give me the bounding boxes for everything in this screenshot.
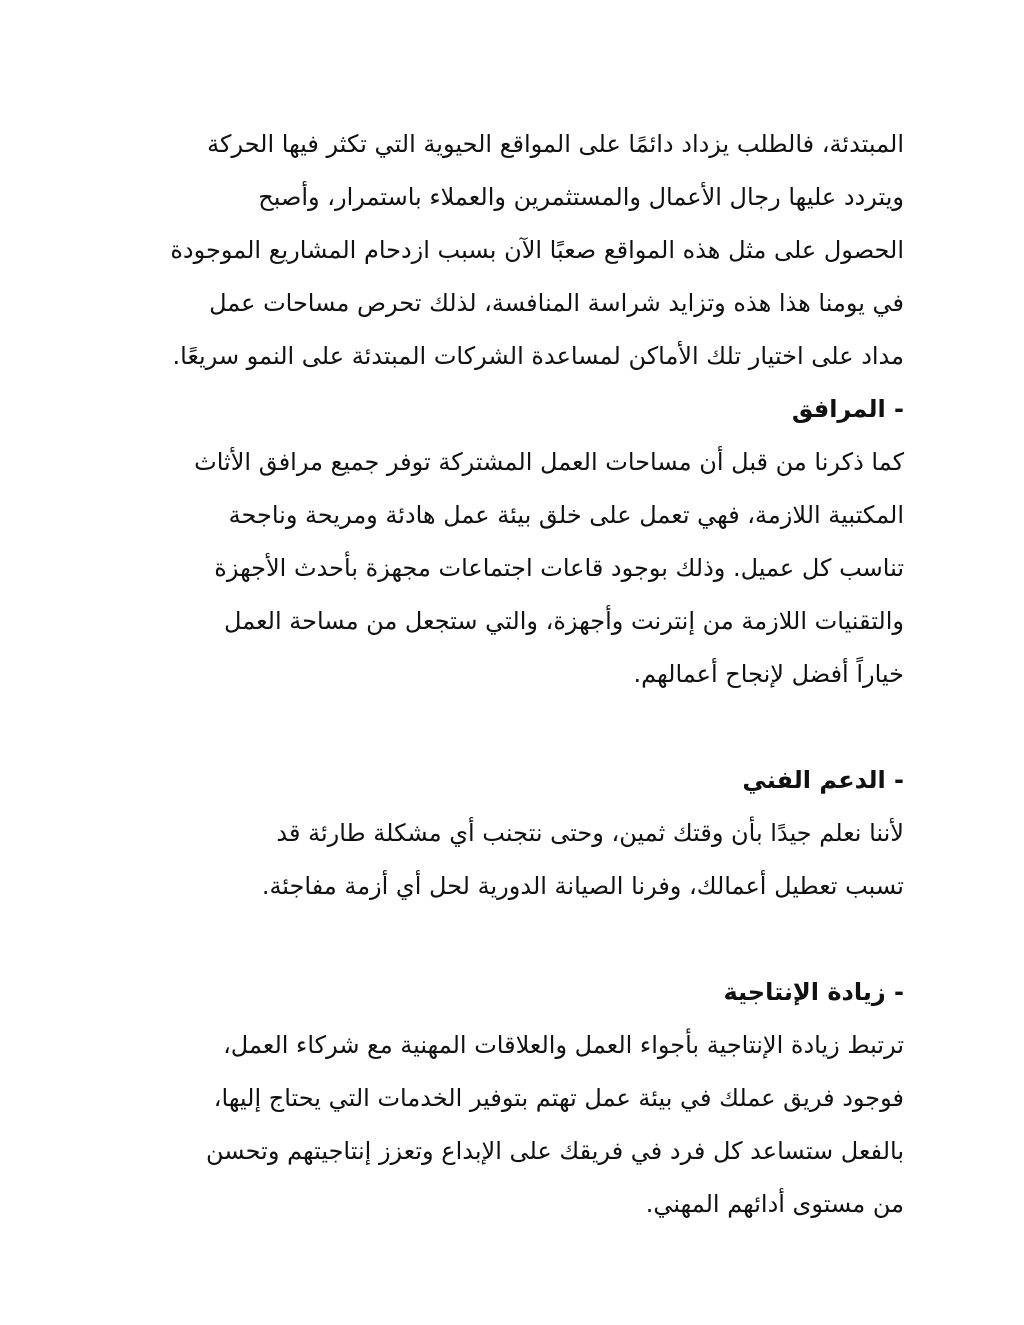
paragraph-line: ترتبط زيادة الإنتاجية بأجواء العمل والعلاقات المهنية مع شركاء العمل، [223,1031,904,1059]
paragraph-line: مداد على اختيار تلك الأماكن لمساعدة الشركات المبتدئة على النمو سريعًا. [172,342,904,370]
paragraph-line: الحصول على مثل هذه المواقع صعبًا الآن بسبب ازدحام المشاريع الموجودة [170,236,904,264]
paragraph-line: المكتبية اللازمة، فهي تعمل على خلق بيئة عمل هادئة ومريحة وناجحة [228,501,904,529]
paragraph-line: فوجود فريق عملك في بيئة عمل تهتم بتوفير الخدمات التي يحتاج إليها، [213,1084,904,1112]
productivity-section [120,966,904,1231]
paragraph-line: بالفعل ستساعد كل فرد في فريقك على الإبداع وتعزز إنتاجيتهم وتحسن [206,1137,904,1165]
document-page [120,118,904,1231]
paragraph-line: المبتدئة، فالطلب يزداد دائمًا على المواقع الحيوية التي تكثر فيها الحركة [207,130,904,158]
productivity-heading: - زيادة الإنتاجية [723,978,904,1006]
paragraph-line: خياراً أفضل لإنجاح أعمالهم. [633,660,904,688]
paragraph-line: ويتردد عليها رجال الأعمال والمستثمرين والعملاء باستمرار، وأصبح [258,183,904,211]
support-section [120,754,904,913]
paragraph-line: كما ذكرنا من قبل أن مساحات العمل المشتركة توفر جميع مرافق الأثاث [194,448,904,476]
paragraph-line: في يومنا هذا هذه وتزايد شراسة المنافسة، لذلك تحرص مساحات عمل [209,289,904,317]
support-heading: - الدعم الفني [742,766,904,794]
paragraph-line: تسبب تعطيل أعمالك، وفرنا الصيانة الدورية لحل أي أزمة مفاجئة. [261,872,904,900]
paragraph-line: والتقنيات اللازمة من إنترنت وأجهزة، والتي ستجعل من مساحة العمل [224,607,904,635]
facilities-heading: - المرافق [791,395,904,423]
paragraph-line: لأننا نعلم جيدًا بأن وقتك ثمين، وحتى نتجنب أي مشكلة طارئة قد [276,819,904,847]
facilities-section [120,383,904,701]
paragraph-line: من مستوى أدائهم المهني. [645,1190,904,1218]
section-spacer [120,701,904,754]
paragraph-line: تناسب كل عميل. وذلك بوجود قاعات اجتماعات مجهزة بأحدث الأجهزة [214,554,904,582]
intro-paragraph [120,118,904,383]
section-spacer [120,913,904,966]
